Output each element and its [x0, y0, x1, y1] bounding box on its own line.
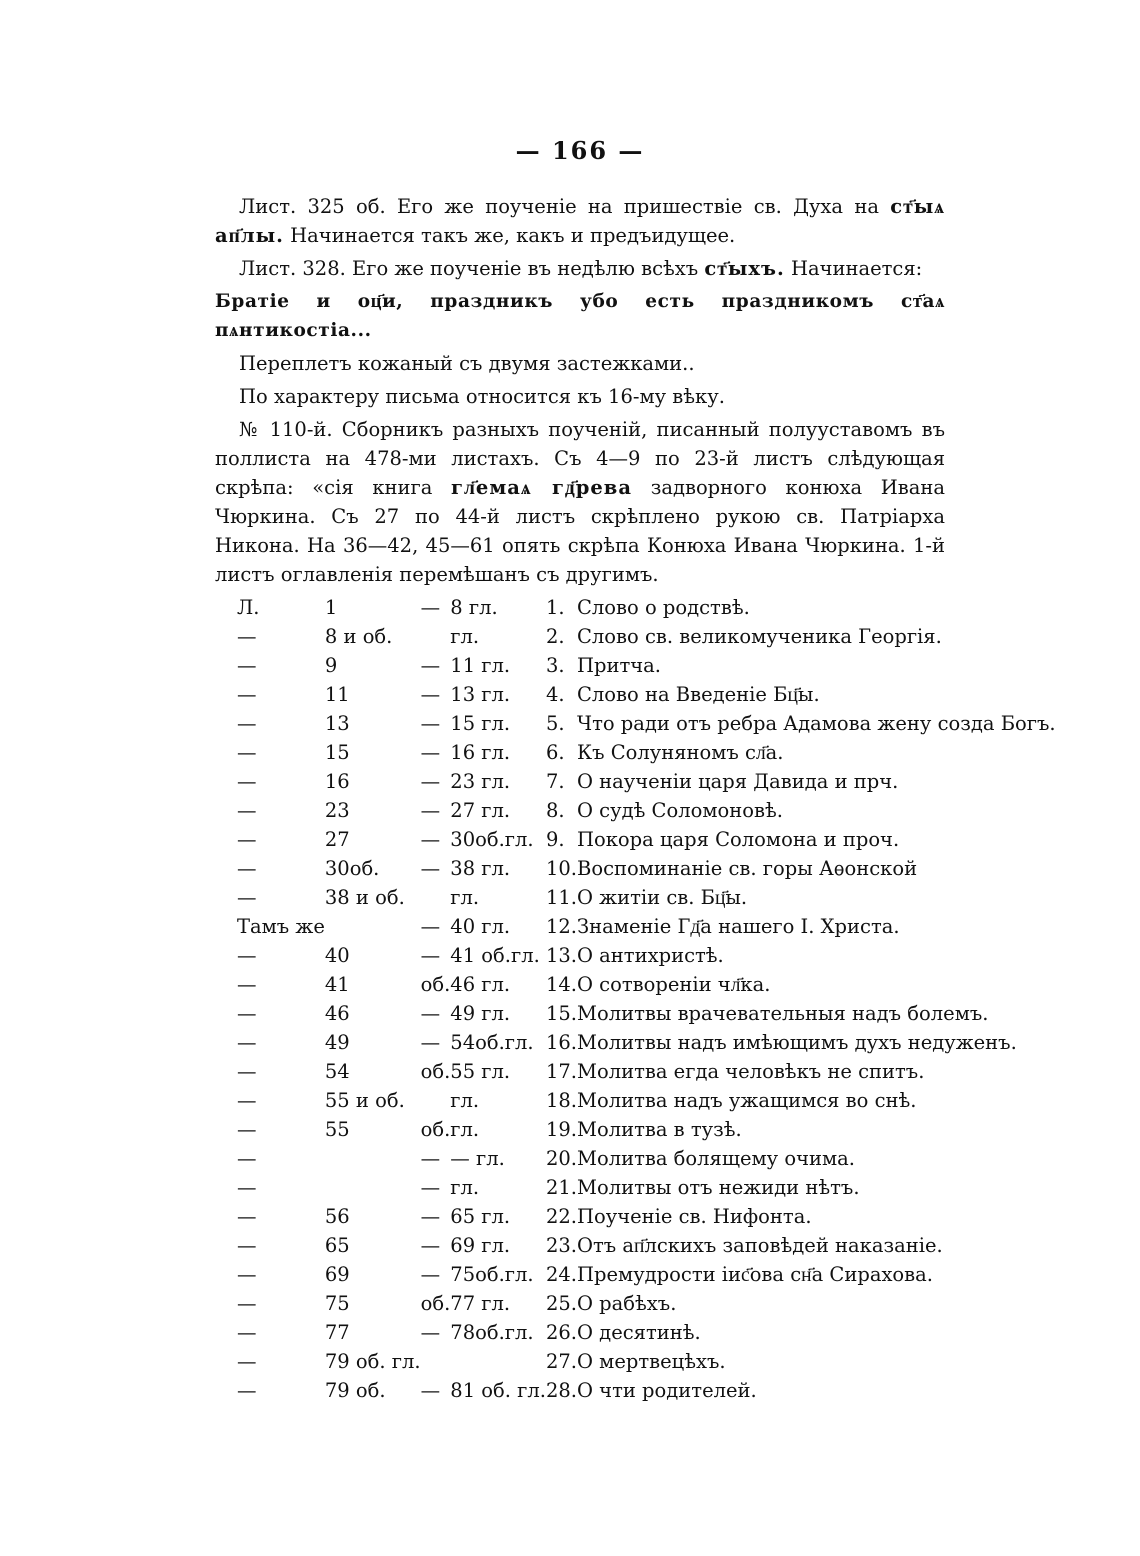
table-row	[237, 680, 1056, 709]
toc-cell-b: 15	[324, 741, 350, 764]
page-number: — 166 —	[515, 136, 645, 165]
toc-cell-b: 9	[324, 654, 338, 677]
table-row	[237, 1376, 1056, 1405]
toc-cell-title: Къ Солуняномъ сл҃а.	[577, 741, 784, 764]
toc-cell-d: 77 гл.	[450, 1292, 511, 1315]
toc-cell-n: 16.	[545, 1031, 577, 1054]
toc-cell-c: —	[420, 1234, 441, 1257]
toc-cell-d: 54об.гл.	[450, 1031, 534, 1054]
toc-cell-title: Покора царя Соломона и проч.	[577, 828, 900, 851]
toc-cell-n: 2.	[545, 625, 565, 648]
toc-cell-a: —	[237, 1118, 257, 1141]
toc-cell-b: 56	[324, 1205, 350, 1228]
toc-cell-b: 46	[324, 1002, 350, 1025]
toc-cell-c: —	[420, 654, 441, 677]
toc-cell-a: —	[237, 683, 257, 706]
toc-cell-title: Воспоминаніе св. горы Аѳонской	[577, 857, 918, 880]
toc-cell-d: 23 гл.	[450, 770, 511, 793]
toc-cell-a: Л.	[237, 596, 260, 619]
toc-cell-c: об.	[420, 1060, 451, 1083]
toc-cell-a: —	[237, 1002, 257, 1025]
toc-cell-c	[421, 1347, 451, 1376]
toc-cell-n: 21.	[545, 1176, 577, 1199]
toc-cell-c: —	[420, 828, 441, 851]
toc-cell-title: Что ради отъ ребра Адамова жену созда Богъ.	[577, 712, 1056, 735]
toc-cell-c	[421, 1086, 451, 1115]
table-row	[237, 1202, 1056, 1231]
table-row	[237, 1231, 1056, 1260]
toc-cell-a: —	[237, 828, 257, 851]
paragraph-list-328	[215, 254, 945, 283]
paragraph-text: Лист. 328. Его же поученіе въ недѣлю всѣхъ	[239, 257, 705, 280]
toc-cell-d: 49 гл.	[450, 1002, 511, 1025]
toc-cell-c: об.	[420, 973, 451, 996]
toc-cell-b: 30об.	[324, 857, 380, 880]
toc-cell-title: О житіи св. Бц҃ы.	[577, 886, 748, 909]
toc-cell-b: 23	[324, 799, 350, 822]
toc-cell-title: Притча.	[577, 654, 661, 677]
paragraph-dating: По характеру письма относится къ 16-му вѣку.	[239, 385, 725, 408]
toc-cell-title: О мертвецѣхъ.	[577, 1350, 726, 1373]
toc-cell-d: 78об.гл.	[450, 1321, 534, 1344]
toc-cell-a: —	[237, 1176, 257, 1199]
toc-cell-a: —	[237, 1147, 257, 1170]
toc-cell-n: 4.	[545, 683, 565, 706]
table-row	[237, 1289, 1056, 1318]
toc-cell-a: —	[237, 1234, 257, 1257]
toc-cell-n: 7.	[545, 770, 565, 793]
toc-cell-d: 69 гл.	[450, 1234, 511, 1257]
toc-cell-c: —	[420, 1031, 441, 1054]
toc-cell-a: —	[237, 973, 257, 996]
toc-cell-c: —	[420, 1002, 441, 1025]
toc-cell-n: 26.	[545, 1321, 577, 1344]
toc-cell-d: 38 гл.	[450, 857, 511, 880]
paragraph-binding: Переплетъ кожаный съ двумя застежками..	[239, 352, 695, 375]
toc-cell-c	[421, 622, 451, 651]
toc-cell-title: О сотвореніи чл҃ка.	[577, 973, 771, 996]
toc-cell-b	[325, 912, 421, 941]
paragraph-text: Начинается:	[784, 257, 923, 280]
toc-cell-b: 79 об. гл.	[324, 1350, 421, 1373]
church-slavonic-text: ст҃ыхъ.	[704, 257, 785, 280]
toc-cell-title: Молитвы врачевательныя надъ болемъ.	[577, 1002, 989, 1025]
toc-cell-b: 49	[324, 1031, 350, 1054]
table-row	[237, 1028, 1056, 1057]
paragraph-text: Начинается такъ же, какъ и предъидущее.	[283, 224, 736, 247]
toc-cell-title: Молитвы надъ имѣющимъ духъ недуженъ.	[577, 1031, 1017, 1054]
toc-cell-d: гл.	[450, 1118, 480, 1141]
toc-cell-d: 30об.гл.	[450, 828, 534, 851]
toc-cell-b: 41	[324, 973, 350, 996]
table-row	[237, 912, 1056, 941]
toc-cell-b	[325, 1173, 421, 1202]
toc-cell-d: 40 гл.	[450, 915, 511, 938]
toc-cell-a: —	[237, 770, 257, 793]
table-row	[237, 593, 1056, 622]
toc-cell-n: 13.	[545, 944, 577, 967]
toc-cell-a: —	[237, 1292, 257, 1315]
toc-cell-b: 69	[324, 1263, 350, 1286]
toc-cell-n: 20.	[545, 1147, 577, 1170]
toc-cell-n: 9.	[545, 828, 565, 851]
toc-cell-a: —	[237, 1031, 257, 1054]
toc-cell-d: 81 об. гл.	[450, 1379, 546, 1402]
table-row	[237, 1260, 1056, 1289]
toc-cell-a: —	[237, 799, 257, 822]
toc-cell-b: 54	[324, 1060, 350, 1083]
toc-cell-d: гл.	[450, 625, 480, 648]
toc-cell-d: 65 гл.	[450, 1205, 511, 1228]
toc-cell-d: 27 гл.	[450, 799, 511, 822]
toc-cell-title: О антихристѣ.	[577, 944, 724, 967]
toc-cell-b: 38 и об.	[324, 886, 405, 909]
toc-cell-title: Отъ ап҃лскихъ заповѣдей наказаніе.	[577, 1234, 943, 1257]
table-row	[237, 796, 1056, 825]
toc-cell-b	[325, 1144, 421, 1173]
toc-cell-title: Слово о родствѣ.	[577, 596, 750, 619]
toc-cell-c: —	[420, 1321, 441, 1344]
toc-cell-b: 77	[324, 1321, 350, 1344]
toc-cell-b: 27	[324, 828, 350, 851]
toc-cell-d: гл.	[450, 886, 480, 909]
toc-cell-a: —	[237, 886, 257, 909]
table-row	[237, 1086, 1056, 1115]
toc-cell-b: 55	[324, 1118, 350, 1141]
toc-cell-n: 18.	[545, 1089, 577, 1112]
toc-cell-title: Молитвы отъ нежиди нѣтъ.	[577, 1176, 860, 1199]
table-row	[237, 1144, 1056, 1173]
toc-cell-c: —	[420, 1176, 441, 1199]
toc-cell-n: 19.	[545, 1118, 577, 1141]
toc-cell-b: 13	[324, 712, 350, 735]
paragraph-manuscript-110	[215, 415, 945, 589]
church-slavonic-text: гл҃емаѧ гд҃рева	[451, 476, 632, 499]
toc-cell-c: —	[420, 944, 441, 967]
toc-cell-c: —	[420, 915, 441, 938]
toc-cell-d: 13 гл.	[450, 683, 511, 706]
table-row	[237, 1057, 1056, 1086]
toc-cell-a: —	[237, 944, 257, 967]
toc-cell-title: Молитва надъ ужащимся во снѣ.	[577, 1089, 917, 1112]
church-slavonic-text: ст҃ыѧ ап҃лы.	[215, 195, 945, 247]
page-body	[215, 192, 1056, 1405]
toc-cell-title: Молитва болящему очима.	[577, 1147, 855, 1170]
toc-cell-b: 11	[324, 683, 350, 706]
toc-cell-title: Молитва егда человѣкъ не спитъ.	[577, 1060, 925, 1083]
toc-cell-b: 40	[324, 944, 350, 967]
toc-cell-n: 14.	[545, 973, 577, 996]
table-row	[237, 651, 1056, 680]
toc-cell-c: —	[420, 1147, 441, 1170]
toc-cell-c: —	[420, 1263, 441, 1286]
table-row	[237, 854, 1056, 883]
toc-cell-d: 15 гл.	[450, 712, 511, 735]
toc-cell-a: —	[237, 625, 257, 648]
toc-cell-a: —	[237, 712, 257, 735]
toc-cell-b: 79 об.	[324, 1379, 386, 1402]
toc-cell-n: 8.	[545, 799, 565, 822]
table-row	[237, 709, 1056, 738]
table-row	[237, 1115, 1056, 1144]
toc-cell-n: 17.	[545, 1060, 577, 1083]
toc-cell-c: —	[420, 741, 441, 764]
toc-cell-a: —	[237, 1350, 257, 1373]
toc-cell-n: 27.	[545, 1350, 577, 1373]
toc-cell-title: Премудрости іис҃ова сн҃а Сирахова.	[577, 1263, 933, 1286]
toc-cell-n: 28.	[545, 1379, 577, 1402]
toc-cell-d: 46 гл.	[450, 973, 511, 996]
toc-cell-c: —	[420, 683, 441, 706]
toc-cell-d: 55 гл.	[450, 1060, 511, 1083]
table-row	[237, 1318, 1056, 1347]
toc-cell-title: Молитва в тузѣ.	[577, 1118, 742, 1141]
toc-cell-d: 41 об.гл.	[450, 944, 540, 967]
toc-cell-n: 10.	[545, 857, 577, 880]
toc-cell-n: 6.	[545, 741, 565, 764]
toc-cell-c: —	[420, 596, 441, 619]
toc-cell-d: гл.	[450, 1176, 480, 1199]
toc-cell-a: —	[237, 654, 257, 677]
toc-cell-b: 1	[324, 596, 338, 619]
toc-cell-n: 12.	[545, 915, 577, 938]
table-row	[237, 883, 1056, 912]
paragraph-text: задворного конюха Ивана Чюркина. Съ 27 по 44-й листъ скрѣплено рукою св. Патріарха Никона. На 36—42, 45—61 опять скрѣпа Конюха Ивана Чюркина. 1-й листъ оглавленія перемѣшанъ съ другимъ.	[215, 476, 946, 586]
toc-cell-c: —	[420, 799, 441, 822]
table-row	[237, 1173, 1056, 1202]
toc-cell-n: 24.	[545, 1263, 577, 1286]
toc-cell-b: 8 и об.	[324, 625, 393, 648]
toc-cell-a: Тамъ же	[237, 915, 325, 938]
toc-cell-title: О наученіи царя Давида и прч.	[577, 770, 899, 793]
toc-cell-title: О судѣ Соломоновѣ.	[577, 799, 783, 822]
toc-cell-c: —	[420, 857, 441, 880]
toc-cell-c: —	[420, 712, 441, 735]
toc-cell-title: О чти родителей.	[577, 1379, 757, 1402]
toc-cell-a: —	[237, 1060, 257, 1083]
church-slavonic-quote: Братіе и оц҃и, праздникъ убо есть праздникомъ ст҃аѧ пѧнтикостіа...	[215, 291, 945, 341]
toc-cell-d: 8 гл.	[450, 596, 498, 619]
toc-cell-n: 5.	[545, 712, 565, 735]
toc-cell-title: О рабѣхъ.	[577, 1292, 677, 1315]
toc-cell-c: об.	[420, 1118, 451, 1141]
toc-cell-a: —	[237, 1379, 257, 1402]
toc-cell-c	[421, 883, 451, 912]
toc-cell-d	[450, 1347, 546, 1376]
toc-cell-d: гл.	[450, 1089, 480, 1112]
table-row	[237, 970, 1056, 999]
toc-cell-d: 75об.гл.	[450, 1263, 534, 1286]
toc-cell-title: Слово на Введеніе Бц҃ы.	[577, 683, 820, 706]
toc-cell-n: 1.	[545, 596, 565, 619]
table-of-contents	[237, 593, 1056, 1405]
toc-cell-a: —	[237, 857, 257, 880]
toc-cell-d: 16 гл.	[450, 741, 511, 764]
table-row	[237, 1347, 1056, 1376]
toc-cell-n: 23.	[545, 1234, 577, 1257]
toc-cell-d: — гл.	[450, 1147, 505, 1170]
toc-cell-b: 16	[324, 770, 350, 793]
table-row	[237, 941, 1056, 970]
table-row	[237, 767, 1056, 796]
toc-cell-d: 11 гл.	[450, 654, 511, 677]
toc-cell-a: —	[237, 1263, 257, 1286]
toc-cell-n: 15.	[545, 1002, 577, 1025]
toc-cell-n: 22.	[545, 1205, 577, 1228]
table-row	[237, 825, 1056, 854]
toc-cell-n: 25.	[545, 1292, 577, 1315]
toc-cell-c: —	[420, 1205, 441, 1228]
paragraph-list-325	[215, 192, 945, 250]
toc-cell-b: 75	[324, 1292, 350, 1315]
toc-cell-n: 3.	[545, 654, 565, 677]
toc-cell-n: 11.	[545, 886, 577, 909]
table-row	[237, 738, 1056, 767]
toc-cell-title: Слово св. великомученика Георгія.	[577, 625, 942, 648]
paragraph-text: Лист. 325 об. Его же поученіе на пришествіе св. Духа на	[239, 195, 891, 218]
toc-cell-title: О десятинѣ.	[577, 1321, 701, 1344]
toc-cell-c: об.	[420, 1292, 451, 1315]
toc-cell-b: 55 и об.	[324, 1089, 405, 1112]
toc-cell-a: —	[237, 1205, 257, 1228]
toc-cell-a: —	[237, 1321, 257, 1344]
paragraph-text: № 110-й. Сборникъ разныхъ поученій, писанный полууставомъ въ поллиста на 478-ми листахъ. Съ 4—9 по 23-й листъ слѣдующая скрѣпа: «сія книга	[215, 418, 945, 499]
toc-cell-a: —	[237, 741, 257, 764]
toc-cell-title: Поученіе св. Нифонта.	[577, 1205, 812, 1228]
toc-cell-title: Знаменіе Гд҃а нашего І. Христа.	[577, 915, 900, 938]
table-row	[237, 622, 1056, 651]
table-row	[237, 999, 1056, 1028]
toc-cell-b: 65	[324, 1234, 350, 1257]
toc-cell-c: —	[420, 770, 441, 793]
toc-cell-a: —	[237, 1089, 257, 1112]
toc-cell-c: —	[420, 1379, 441, 1402]
